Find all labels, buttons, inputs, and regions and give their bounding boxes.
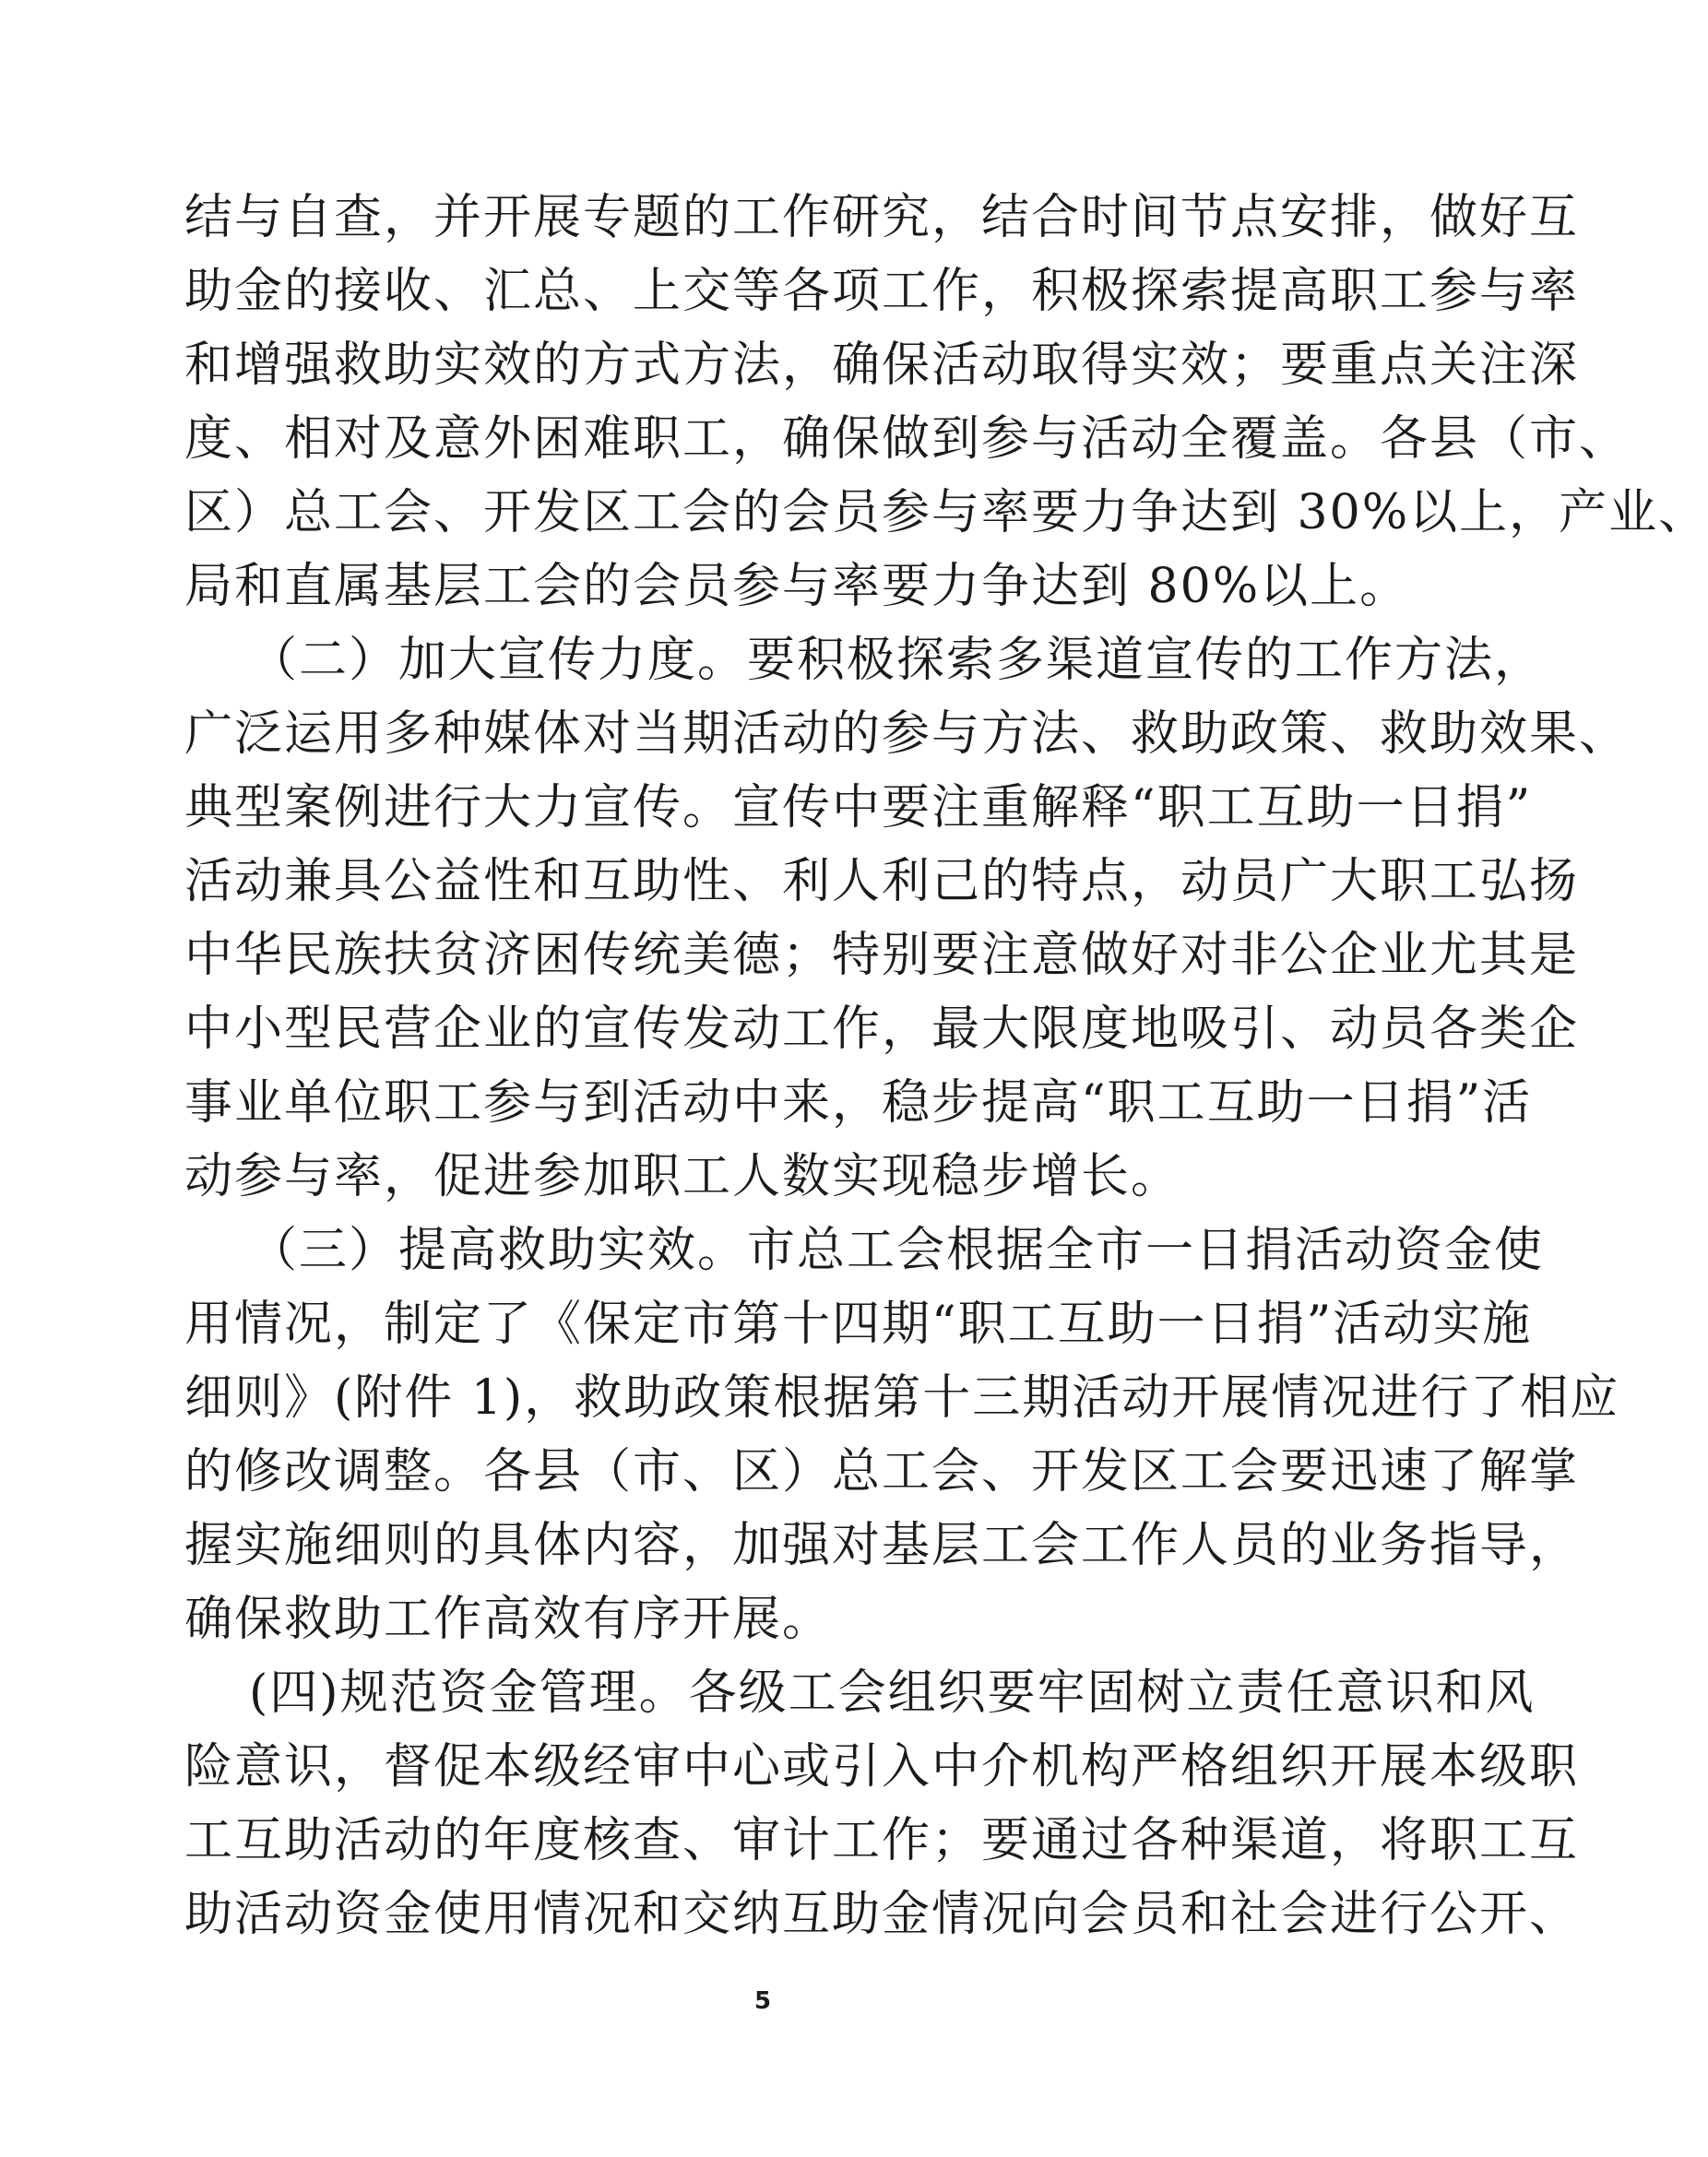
section-2-heading-line: （二）加大宣传力度。要积极探索多渠道宣传的工作方法，	[249, 633, 1545, 688]
section-4-line-3: 工互助活动的年度核查、审计工作；要通过各种渠道，将职工互	[184, 1813, 1580, 1868]
paragraph-1-line-4: 度、相对及意外困难职工，确保做到参与活动全覆盖。各县（市、	[184, 411, 1630, 467]
section-2-line-5: 中华民族扶贫济困传统美德；特别要注意做好对非公企业尤其是	[184, 928, 1580, 983]
section-2-line-8: 动参与率，促进参加职工人数实现稳步增长。	[184, 1149, 1181, 1204]
section-3-line-4: 的修改调整。各县（市、区）总工会、开发区工会要迅速了解掌	[184, 1444, 1580, 1499]
section-2-line-2: 广泛运用多种媒体对当期活动的参与方法、救助政策、救助效果、	[184, 706, 1630, 762]
section-3-line-5: 握实施细则的具体内容，加强对基层工会工作人员的业务指导，	[184, 1518, 1580, 1573]
section-4-line-2: 险意识，督促本级经审中心或引入中介机构严格组织开展本级职	[184, 1739, 1580, 1795]
section-2-line-7: 事业单位职工参与到活动中来，稳步提高“职工互助一日捐”活	[184, 1075, 1533, 1131]
page-number: 5	[753, 1987, 772, 2015]
section-2-line-6: 中小型民营企业的宣传发动工作，最大限度地吸引、动员各类企	[184, 1001, 1580, 1057]
paragraph-1-line-5: 区）总工会、开发区工会的会员参与率要力争达到 30%以上，产业、	[184, 485, 1708, 540]
section-4-heading-line: (四)规范资金管理。各级工会组织要牢固树立责任意识和风	[249, 1665, 1536, 1721]
section-3-line-2: 用情况，制定了《保定市第十四期“职工互助一日捐”活动实施	[184, 1297, 1533, 1352]
paragraph-1-line-3: 和增强救助实效的方式方法，确保活动取得实效；要重点关注深	[184, 338, 1580, 393]
section-3-line-6: 确保救助工作高效有序开展。	[184, 1592, 833, 1647]
section-3-heading-line: （三）提高救助实效。市总工会根据全市一日捐活动资金使	[249, 1223, 1545, 1278]
paragraph-1-line-6: 局和直属基层工会的会员参与率要力争达到 80%以上。	[184, 559, 1410, 614]
section-4-line-4: 助活动资金使用情况和交纳互助金情况向会员和社会进行公开、	[184, 1887, 1580, 1942]
section-2-line-4: 活动兼具公益性和互助性、利人利己的特点，动员广大职工弘扬	[184, 854, 1580, 909]
section-3-line-3: 细则》(附件 1)，救助政策根据第十三期活动开展情况进行了相应	[184, 1370, 1620, 1426]
paragraph-1-line-2: 助金的接收、汇总、上交等各项工作，积极探索提高职工参与率	[184, 264, 1580, 319]
section-2-line-3: 典型案例进行大力宣传。宣传中要注重解释“职工互助一日捐”	[184, 780, 1533, 836]
paragraph-1-line-1: 结与自查，并开展专题的工作研究，结合时间节点安排，做好互	[184, 190, 1580, 245]
